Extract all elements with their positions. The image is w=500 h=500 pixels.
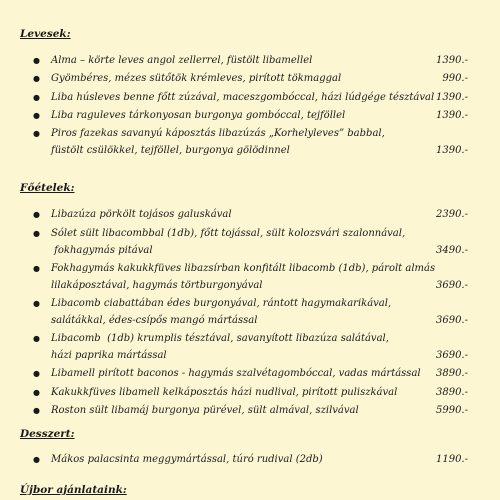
menu-item-price: 3690.- [435,315,468,326]
menu-item [33,70,468,87]
menu-item [33,451,468,468]
menu-item-price: 990.- [442,73,468,84]
bullet-icon: ● [33,455,40,464]
section-heading-mains: Főételek: [20,182,75,194]
menu-item-name: Roston sült libamáj burgonya pürével, sült almával, szilvával [51,405,359,416]
menu-item-price: 2390.- [435,209,468,220]
menu-item [33,89,468,106]
menu-item [33,365,468,382]
menu-item-price: 1390.- [435,145,468,156]
bullet-icon: ● [33,74,40,83]
menu-item-name-line-2: füstölt csülökkel, tejföllel, burgonya gölödinnel [51,145,290,156]
section-heading-new-wine: Újbor ajánlataink: [20,484,127,496]
menu-item-name: Gyömbéres, mézes sütőtök krémleves, pirított tökmaggal [51,73,342,84]
menu-item-name-line-2: salátákkal, édes-csípős mangó mártással [51,315,258,326]
menu-item-price: 3690.- [435,350,468,361]
menu-item-name-line-2: lilakáposztával, hagymás törtburgonyával [51,280,263,291]
menu-item-price: 1390.- [435,55,468,66]
menu-item [33,402,468,419]
bullet-icon: ● [33,93,40,102]
menu-item-name: Kakukkfüves libamell kelkáposztás házi nudlival, pirított puliszkával [51,387,398,398]
menu-item-name: Libamell pirított baconos - hagymás szalvétagombóccal, vadas mártással [51,368,421,379]
bullet-icon: ● [33,299,40,308]
menu-item-name-line-1: Sólet sült libacombbal (1db), főtt tojással, sült kolozsvári szalonnával, [51,228,406,239]
section-heading-dessert: Desszert: [20,428,75,440]
menu-item-price: 5990.- [435,405,468,416]
menu-item-name-line-1: Fokhagymás kakukkfüves libazsírban konfitált libacomb (1db), párolt almás [51,263,436,274]
menu-item-name-line-1: Libacomb (1db) krumplis tésztával, savanyított libazúza salátával, [51,333,389,344]
menu-item-name-line-2: házi paprika mártással [51,350,167,361]
menu-item [33,384,468,401]
menu-item [33,225,468,259]
menu-item-price: 3890.- [435,368,468,379]
bullet-icon: ● [33,406,40,415]
menu-item [33,52,468,69]
menu-item-price: 1390.- [435,92,468,103]
menu-item [33,107,468,124]
menu-item-price: 3890.- [435,387,468,398]
bullet-icon: ● [33,334,40,343]
menu-item-name: Liba raguleves tárkonyosan burgonya gombóccal, tejföllel [51,110,346,121]
menu-item-name-line-2: fokhagymás pitával [51,245,153,256]
bullet-icon: ● [33,129,40,138]
bullet-icon: ● [33,264,40,273]
bullet-icon: ● [33,369,40,378]
menu-item-name: Mákos palacsinta meggymártással, túró rudival (2db) [51,454,323,465]
menu-item-name: Alma – körte leves angol zellerrel, füstölt libamellel [51,55,313,66]
menu-item-price: 1190.- [435,454,468,465]
menu-item-name: Libazúza pörkölt tojásos galuskával [51,209,232,220]
section-heading-soups: Levesek: [20,28,71,40]
menu-item [33,330,468,364]
menu-item-name-line-1: Piros fazekas savanyú káposztás libazúzás „Korhelyleves” babbal, [51,128,385,139]
menu-item-name-line-1: Libacomb ciabattában édes burgonyával, rántott hagymakarikával, [51,298,392,309]
menu-item-price: 3490.- [435,245,468,256]
menu-item [33,125,468,159]
bullet-icon: ● [33,111,40,120]
menu-item [33,206,468,223]
menu-item [33,295,468,329]
bullet-icon: ● [33,210,40,219]
bullet-icon: ● [33,229,40,238]
bullet-icon: ● [33,388,40,397]
menu-item-name: Liba húsleves benne főtt zúzával, maceszgombóccal, házi lúdgége tésztával [51,92,435,103]
menu-item [33,260,468,294]
menu-item-price: 1390.- [435,110,468,121]
bullet-icon: ● [33,56,40,65]
menu-item-price: 3690.- [435,280,468,291]
